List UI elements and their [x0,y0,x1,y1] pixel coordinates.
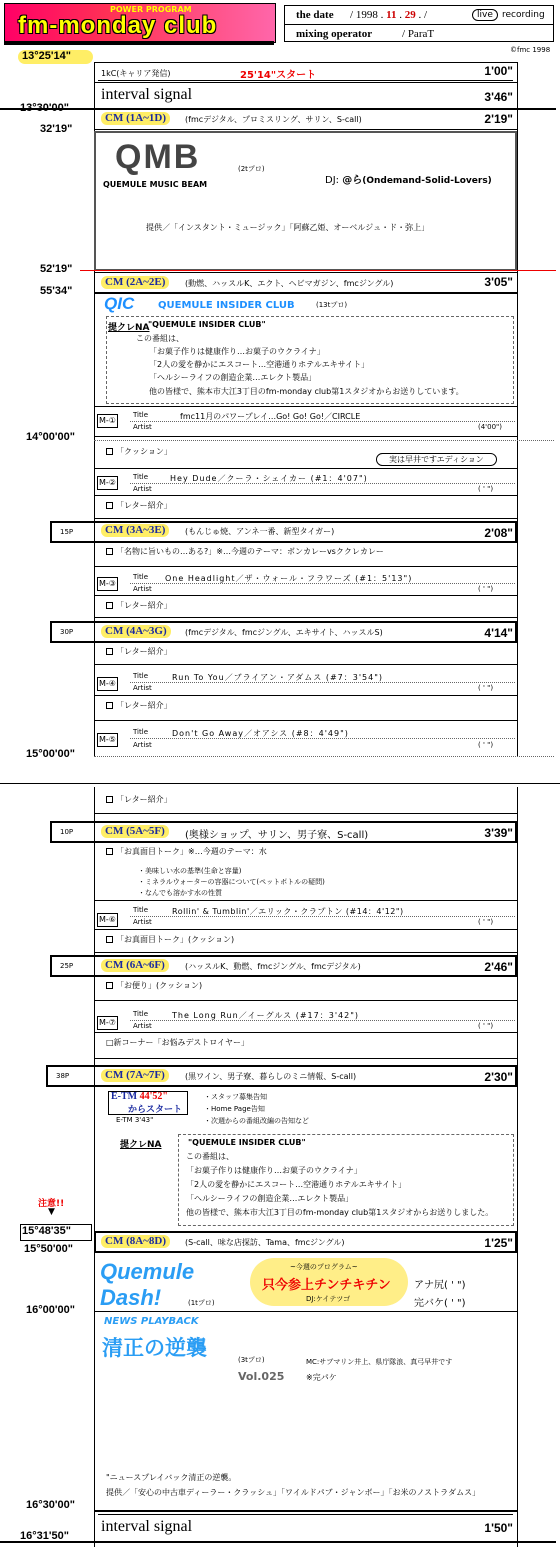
row-line-thick [0,1541,556,1543]
cm-tag: CM (8A~8D) [101,1235,170,1248]
news-mc: MC:サブマリン井上、県庁隊浪、真弓早井です [306,1358,453,1366]
row-line [94,1311,517,1312]
talk-bullet: ・美味しい水の基準(生命と容量) [138,867,242,875]
letter-item [106,794,172,805]
qic-line: 「2人の愛を静かにエスコート…空港通りホテルエキサイト」 [149,360,370,369]
qmb-sponsor: 提供／「インスタント・ミュージック」「阿蘇乙姫、オーベルジュ・ド・弥上」 [146,223,430,232]
program-logo-text: fm-monday club [18,12,218,39]
title-label: Title [133,573,149,581]
cushion-item [106,446,172,457]
ana-time: アナ尻( ' ") [414,1280,466,1291]
row-line [94,929,517,930]
etm-duration: E-TM 3'43" [116,1116,154,1124]
checkbox [106,548,113,555]
talk-bullet: ・なんでも溶かす水の性質 [138,889,222,897]
music-marker: M-② [97,476,118,490]
etm-line: 「ヘルシーライフの創造企業…エレクト製品」 [186,1194,354,1203]
cm-duration: 3'39" [484,826,513,840]
news-title: 清正の逆襲 [102,1336,207,1360]
dash-pro: (1tプロ) [188,1299,215,1307]
title-label: Title [133,411,149,419]
next-program-dj: DJ:ケイテツゴ [306,1295,351,1303]
music-marker: M-⑤ [97,733,118,747]
music-marker: M-④ [97,677,118,691]
row-line [94,1000,517,1001]
letter-item [106,500,172,511]
edition-note: 実は早井ですエディション [376,453,497,466]
letter-label: 「レター紹介」 [116,501,172,510]
qmb-pro: (2tプロ) [238,165,265,173]
arrow-line [98,80,513,81]
interval-label: interval signal [101,1518,193,1535]
row-line-thick [94,292,517,294]
dotted-line [130,483,515,484]
music-duration: ( ' ") [478,918,494,926]
interval-duration: 3'46" [484,90,513,104]
checkbox [106,448,113,455]
qic-logo: QIC [104,294,135,313]
row-line-thick [94,1510,517,1512]
date-month: 11 [386,9,397,21]
recording-label: recording [502,10,545,20]
dotted-line [130,421,515,422]
news-vol: Vol.025 [238,1370,285,1383]
timeline-axis-right-2 [517,787,518,1547]
cm-position: 30P [60,628,74,636]
row-line [94,595,517,596]
etm-line: 「お菓子作りは健康作り…お菓子のウクライナ」 [186,1166,362,1175]
music-duration: ( ' ") [478,585,494,593]
down-arrow-icon: ▼ [48,1207,55,1217]
dotted-line [130,1020,515,1021]
row-line [94,813,517,814]
start-note: 25'14"スタート [240,70,317,81]
next-program-label: ~今週のプログラム~ [290,1263,358,1271]
etm-time: 44'52" [139,1091,168,1102]
row-line [94,495,517,496]
operator-line: / ParaT [402,28,435,40]
kan-time: 完バケ( ' ") [414,1298,466,1309]
dash-logo: Quemule [100,1259,195,1284]
music-duration: (4'00") [478,423,502,431]
qic-line: 「お菓子作りは健康作り…お菓子のウクライナ」 [149,347,325,356]
checkbox [106,648,113,655]
cm-sponsors: (fmcデジタル、プロミスリング、サリン、S-call) [185,115,362,124]
etm-na-title: "QUEMULE INSIDER CLUB" [188,1138,306,1147]
music-title: Hey Dude／クーラ・シェイカー (#1：4'07") [170,474,368,483]
time-start: 13°25'14" [22,50,71,62]
title-label: Title [133,672,149,680]
row-line [94,1058,517,1059]
cm-tag: CM (7A~7F) [101,1069,169,1082]
operator-name: ParaT [407,28,435,40]
letter-label: 「レター紹介」 [116,601,172,610]
interval-label: interval signal [101,86,193,103]
title-label: Title [133,1010,149,1018]
checkbox [106,982,113,989]
title-label: Title [133,906,149,914]
music-marker: M-⑥ [97,913,118,927]
operator-label: mixing operator [296,28,373,40]
row-line [94,468,517,469]
checkbox [106,602,113,609]
cushion-label: 「クッション」 [116,447,172,456]
time-16-31: 16°31'50" [20,1530,69,1542]
dotted-line [130,682,515,683]
next-program-title: 只今参上チンチキチン [262,1278,391,1293]
music-marker: M-⑦ [97,1016,118,1030]
time-52-19: 52'19" [40,263,73,275]
music-marker: M-③ [97,577,118,591]
time-15-00: 15°00'00" [26,748,75,760]
hour-marker [94,440,554,441]
dotted-line [130,583,515,584]
letter-label: 「レター紹介」 [116,795,172,804]
khz-duration: 1'00" [484,64,513,78]
cm-sponsors: (もんじゅ焼、アンネ一番、新型タイガー) [185,527,335,536]
music-duration: ( ' ") [478,1022,494,1030]
title-label: Title [133,728,149,736]
news-line: "ニュースプレイバック清正の逆襲。 [106,1473,237,1482]
music-title: fmc11月のパワープレイ…Go! Go! Go!／CIRCLE [180,412,361,421]
cm-sponsors: (S-call、味な店探訪、Tama、fmcジングル) [185,1238,345,1247]
cm-position: 10P [60,828,74,836]
qmb-logo: QMB [115,138,201,176]
cm-tag: CM (1A~1D) [101,112,170,125]
omaoshi-label: 「お真面目トーク」※…今週のテーマ：水 [116,847,267,856]
cm-duration: 4'14" [484,626,513,640]
row-line [94,695,517,696]
date-label: the date [296,9,334,21]
checkbox [106,936,113,943]
date-day: 29 [404,9,416,21]
qic-line: 「ヘルシーライフの創造企業…エレクト製品」 [149,373,317,382]
cm-tag: CM (6A~6F) [101,959,169,972]
qmb-dj: DJ: @ら(Ondemand-Solid-Lovers) [325,175,492,186]
news-label: NEWS PLAYBACK [104,1316,199,1327]
artist-label: Artist [133,918,152,926]
cm-duration: 2'08" [484,526,513,540]
cm-sponsors: (奥様ショップ、サリン、男子寮、S-call) [185,830,369,841]
music-title: Run To You／ブライアン・アダムス (#7：3'54") [172,673,384,682]
artist-label: Artist [133,485,152,493]
red-marker-line [80,270,556,271]
row-line [94,436,517,437]
cm-position: 38P [56,1072,70,1080]
cm-duration: 1'25" [484,1236,513,1250]
time-55-34: 55'34" [40,285,73,297]
cm-duration: 3'05" [484,275,513,289]
artist-label: Artist [133,585,152,593]
date-line: / 1998 . 11 . 29 . / [350,9,428,21]
otayori-label: 「お便り」(クッション) [116,981,203,990]
row-line [94,129,517,130]
khz-label: 1kC(キャリア発信) [101,69,171,78]
time-16-30: 16°30'00" [26,1499,75,1511]
etm-note: ・次週からの番組改編の告知など [204,1117,309,1125]
cm-sponsors: (黒ワイン、男子寮、暮らしのミニ情報、S-call) [185,1072,357,1081]
artist-label: Artist [133,1022,152,1030]
cm-position: 15P [60,528,74,536]
etm-na-label: 提クレNA [120,1140,162,1150]
etm-line: この番組は、 [186,1152,234,1161]
etm-line: 「2人の愛を静かにエスコート…空港通りホテルエキサイト」 [186,1180,407,1189]
meibutsu-label: 「名物に旨いもの…ある?」※…今週のテーマ：ボンカレーvsククレカレー [116,547,384,556]
omaoshi-item [106,846,267,857]
etm-start: からスタート [128,1104,183,1114]
date-year: 1998 [355,9,378,21]
row-line [94,518,517,519]
letter-item [106,600,172,611]
news-pro: (3tプロ) [238,1356,265,1364]
news-line: 提供／「安心の中古車ディーラー・クラッシュ」「ワイルドパブ・ジャンボー」「お米のノストラダムス」 [106,1488,481,1497]
date-divider [284,24,554,25]
qmb-dj-name: (Ondemand-Solid-Lovers) [362,176,492,186]
live-badge: live [472,9,498,21]
artist-label: Artist [133,741,152,749]
row-line [94,1032,517,1033]
row-line [94,566,517,567]
qmb-subtitle: QUEMULE MUSIC BEAM [103,180,208,189]
cm-duration: 2'19" [484,112,513,126]
cm-tag: CM (4A~3G) [101,625,171,638]
otayori-item [106,980,202,991]
row-line [94,272,517,273]
cm-tag: CM (2A~2E) [101,276,169,289]
row-line [94,900,517,901]
program-kicker: POWER PROGRAM [110,5,192,14]
timeline-axis-2 [94,787,95,1547]
letter-item [106,700,172,711]
artist-label: Artist [133,423,152,431]
music-title: One Headlight／ザ・ウォール・フラワーズ (#1：5'13") [165,574,413,583]
letter-item [106,646,172,657]
page-separator [0,783,560,784]
dotted-line [130,916,515,917]
etm-line: 他の皆様で、熊本市大江3丁目のfm-monday club第1スタジオからお送りしました。 [186,1208,494,1217]
row-line [94,406,517,407]
qic-line: この番組は、 [136,334,184,343]
qic-title: QUEMULE INSIDER CLUB [158,300,295,311]
cm-tag: CM (3A~3E) [101,524,169,537]
cm-sponsors: (ハッスルK、動燃、fmcジングル、fmcデジタル) [185,962,361,971]
row-line [94,720,517,721]
qic-line: 他の皆様で、熊本市大江3丁目のfm-monday club第1スタジオからお送りしています。 [149,387,464,396]
arrow-line [98,1514,513,1515]
time-16-00: 16°00'00" [26,1304,75,1316]
cm-position: 25P [60,962,74,970]
music-duration: ( ' ") [478,485,494,493]
etm-note: ・Home Page告知 [204,1105,265,1113]
cm-duration: 2'46" [484,960,513,974]
cm-tag: CM (5A~5F) [101,825,169,838]
time-32-19: 32'19" [40,123,73,135]
letter-label: 「レター紹介」 [116,701,172,710]
time-13-30: 13°30'00" [20,102,69,114]
qmb-dj-label: DJ: [325,175,340,186]
cm-sponsors: (動燃、ハッスルK、エクト、ヘビマガジン、fmcジングル) [185,279,394,288]
time-14-00: 14°00'00" [26,431,75,443]
row-line-thick [0,108,556,110]
qic-na-label: 提クレNA [108,323,150,333]
row-line [94,952,517,953]
music-duration: ( ' ") [478,684,494,692]
artist-label: Artist [133,684,152,692]
music-title: The Long Run／イーグルス (#17：3'42") [172,1011,359,1020]
row-line [94,82,517,83]
news-kan: ※完パケ [306,1373,337,1382]
qic-pro: (13tプロ) [316,301,348,309]
letter-label: 「レター紹介」 [116,647,172,656]
timeline-axis-right-1 [517,62,518,757]
row-line [94,617,517,618]
logo-shadow [4,41,274,45]
cm-duration: 2'30" [484,1070,513,1084]
hour-marker [94,756,554,757]
checkbox [106,796,113,803]
checkbox [106,702,113,709]
etm-label: E-TM [111,1091,138,1102]
dash-logo-2: Dash! [100,1285,162,1310]
checkbox [106,502,113,509]
music-title: Don't Go Away／オアシス (#8：4'49") [172,729,349,738]
music-title: Rollin' & Tumblin'／エリック・クラプトン (#14：4'12") [172,907,404,916]
interval-duration: 1'50" [484,1521,513,1535]
row-line [94,62,517,63]
music-duration: ( ' ") [478,741,494,749]
title-label: Title [133,473,149,481]
omaoshi-label: 「お真面目トーク」(クッション) [116,935,235,944]
qic-na-title: "QUEMULE INSIDER CLUB" [148,320,266,329]
copyright: ©fmc 1998 [510,46,551,54]
meibutsu-item [106,546,384,557]
music-marker: M-① [97,414,118,428]
etm-line [111,1091,168,1102]
etm-note: ・スタッフ募集告知 [204,1093,267,1101]
cm-sponsors: (fmcデジタル、fmcジングル、エキサイト、ハッスルS) [185,628,383,637]
time-15-48: 15°48'35" [22,1225,71,1237]
checkbox [106,848,113,855]
new-corner-label: □新コーナー「お悩みデストロイヤー」 [106,1038,249,1047]
row-line [94,664,517,665]
caution-label: 注意!! [38,1199,65,1209]
talk-bullet: ・ミネラルウォーターの容器について(ペットボトルの疑問) [138,878,325,886]
time-15-50: 15°50'00" [24,1243,73,1255]
dotted-line [130,738,515,739]
omaoshi-item [106,934,234,945]
